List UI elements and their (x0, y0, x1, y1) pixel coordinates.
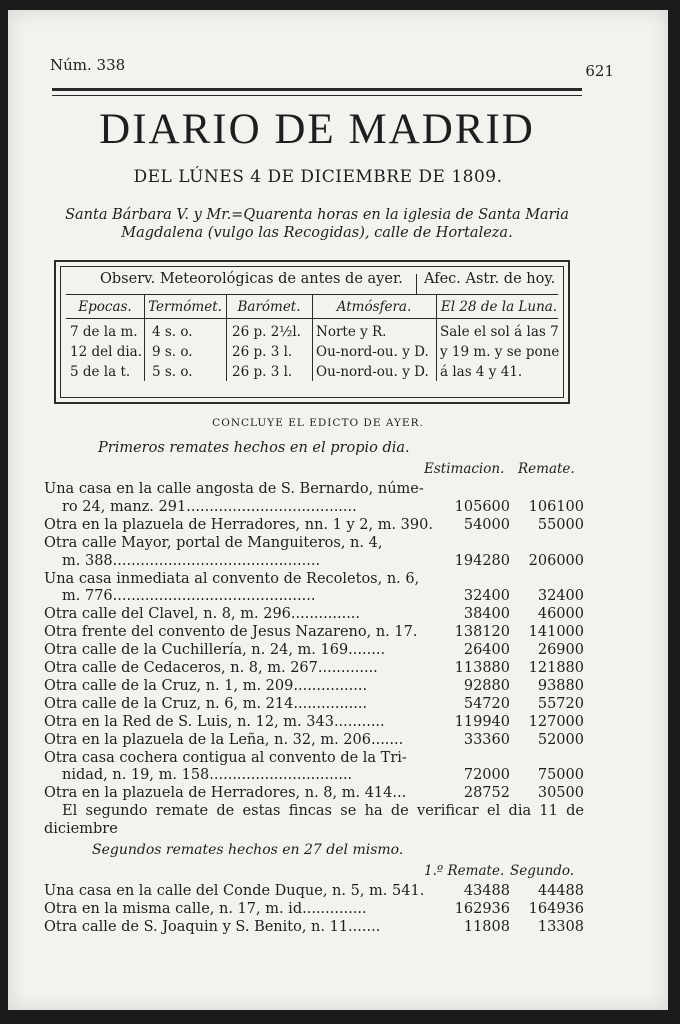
property-description: Una casa en la calle angosta de S. Bernardo, núme- (44, 481, 424, 497)
first-value: 54000 (463, 516, 510, 533)
second-value: 106100 (528, 498, 584, 515)
masthead-rule-thin (52, 95, 582, 96)
property-line (44, 641, 584, 659)
second-value: 93880 (537, 677, 584, 694)
property-line (44, 677, 584, 695)
first-value: 105600 (454, 498, 510, 515)
cell-epoca: 5 de la t. (70, 364, 131, 380)
property-description: nidad, n. 19, m. 158............................... (62, 767, 353, 784)
column-header-segundo: Segundo. (510, 863, 575, 879)
column-header-termometro: Termómet. (148, 299, 222, 315)
second-value: 32400 (537, 588, 584, 605)
property-line (44, 552, 584, 570)
column-header-atmosfera: Atmósfera. (336, 299, 412, 315)
cell-epoca: 7 de la m. (70, 324, 138, 340)
column-header-remate: Remate. (518, 461, 575, 477)
cell-atmosfera: Ou-nord-ou. y D. (316, 344, 429, 360)
property-description: Otra calle de la Cruz, n. 1, m. 209................ (44, 677, 368, 694)
first-value: 26400 (463, 642, 510, 659)
cell-astro: y 19 m. y se pone (440, 344, 560, 360)
second-value: 46000 (537, 606, 584, 623)
first-value: 43488 (463, 883, 510, 899)
second-value: 55000 (537, 516, 584, 533)
column-header-primer-remate: 1.º Remate. (424, 863, 505, 879)
first-value: 138120 (454, 624, 510, 641)
column-header-estimacion: Estimacion. (424, 461, 505, 477)
property-description: m. 388............................................. (62, 552, 321, 569)
property-description: Otra calle del Clavel, n. 8, m. 296............... (44, 606, 361, 623)
first-auction-heading: Primeros remates hechos en el propio dia. (98, 440, 410, 456)
masthead-title: DIARIO DE MADRID (99, 106, 535, 153)
property-description: Otra en la plazuela de Herradores, n. 8, m. 414... (44, 785, 407, 802)
second-value: 127000 (528, 713, 584, 730)
property-line (44, 695, 584, 713)
second-remate-note: El segundo remate de estas fincas se ha de verificar el dia 11 de diciembre (44, 803, 584, 837)
second-value: 44488 (537, 883, 584, 899)
cell-termometro: 9 s. o. (152, 344, 193, 360)
cell-termometro: 4 s. o. (152, 324, 193, 340)
property-line (44, 766, 584, 784)
first-value: 11808 (463, 919, 510, 935)
property-description: Otra en la plazuela de la Leña, n. 32, m. 206....... (44, 731, 404, 748)
second-value: 55720 (537, 695, 584, 712)
newspaper-page (8, 10, 668, 1010)
cell-barometro: 26 p. 3 l. (232, 364, 293, 380)
property-line (44, 498, 584, 516)
property-description: Otra casa cochera contigua al convento de la Tri- (44, 749, 407, 766)
issue-number: Núm. 338 (50, 56, 126, 74)
property-description: Una casa inmediata al convento de Recoletos, n. 6, (44, 570, 420, 587)
second-value: 30500 (537, 785, 584, 802)
second-value: 206000 (528, 552, 584, 569)
first-value: 54720 (463, 695, 510, 712)
second-value: 121880 (528, 660, 584, 676)
second-value: 13308 (537, 919, 584, 935)
property-line (44, 570, 584, 588)
masthead-rule-thick (52, 88, 582, 91)
property-line (44, 659, 584, 677)
first-value: 162936 (454, 901, 510, 917)
property-line (44, 731, 584, 749)
property-line (44, 480, 584, 498)
second-value: 26900 (537, 642, 584, 659)
property-description: ro 24, manz. 291..................................... (62, 498, 357, 515)
first-value: 194280 (454, 552, 510, 569)
title-divider (416, 274, 417, 294)
first-value: 92880 (463, 677, 510, 694)
cell-atmosfera: Ou-nord-ou. y D. (316, 364, 429, 380)
astronomy-title: Afec. Astr. de hoy. (424, 271, 556, 287)
second-value: 164936 (528, 901, 584, 917)
property-description: Otra en la misma calle, n. 17, m. id.............. (44, 901, 367, 917)
first-value: 119940 (454, 713, 510, 730)
property-description: m. 776............................................ (62, 588, 316, 605)
property-line (44, 623, 584, 641)
page-number: 621 (585, 62, 614, 80)
cell-epoca: 12 del dia. (70, 344, 143, 360)
property-description: Otra calle de la Cruz, n. 6, m. 214................ (44, 695, 368, 712)
cell-astro: Sale el sol á las 7 (440, 324, 559, 340)
first-value: 113880 (454, 660, 510, 676)
property-description: Una casa en la calle del Conde Duque, n. 5, m. 541. (44, 883, 425, 899)
cell-barometro: 26 p. 3 l. (232, 344, 293, 360)
weather-title: Observ. Meteorológicas de antes de ayer. (100, 271, 403, 287)
property-line (44, 784, 584, 802)
first-value: 38400 (463, 606, 510, 623)
property-line (44, 516, 584, 534)
property-description: Otra en la plazuela de Herradores, nn. 1 y 2, m. 390. (44, 516, 433, 533)
cell-atmosfera: Norte y R. (316, 324, 387, 340)
property-description: Otra frente del convento de Jesus Nazareno, n. 17. (44, 624, 418, 641)
second-value: 52000 (537, 731, 584, 748)
column-header-luna: El 28 de la Luna. (440, 299, 558, 315)
column-header-barometro: Barómet. (237, 299, 301, 315)
property-line (44, 534, 584, 552)
second-auction-heading: Segundos remates hechos en 27 del mismo. (92, 842, 404, 858)
property-line (44, 587, 584, 605)
property-line (44, 605, 584, 623)
property-description: Otra en la Red de S. Luis, n. 12, m. 343........... (44, 713, 385, 730)
first-value: 72000 (463, 767, 510, 784)
cell-astro: á las 4 y 41. (440, 364, 523, 380)
property-line (44, 749, 584, 767)
second-value: 75000 (537, 767, 584, 784)
property-line (44, 713, 584, 731)
cell-termometro: 5 s. o. (152, 364, 193, 380)
dateline: DEL LÚNES 4 DE DICIEMBRE DE 1809. (133, 167, 503, 187)
property-description: Otra calle de Cedaceros, n. 8, m. 267............. (44, 660, 378, 676)
property-line (44, 882, 584, 900)
first-value: 32400 (463, 588, 510, 605)
column-header-epocas: Epocas. (78, 299, 132, 315)
cell-barometro: 26 p. 2½l. (232, 324, 301, 340)
property-description: Otra calle de la Cuchillería, n. 24, m. 169........ (44, 642, 386, 659)
first-value: 28752 (463, 785, 510, 802)
second-value: 141000 (528, 624, 584, 641)
property-description: Otra calle Mayor, portal de Manguiteros, n. 4, (44, 534, 383, 551)
weather-table (54, 260, 570, 404)
saint-of-the-day: Santa Bárbara V. y Mr.=Quarenta horas en la iglesia de Santa Maria Magdalena (vulgo las Recogidas), calle de Hortaleza. (65, 207, 569, 241)
section-heading: CONCLUYE EL EDICTO DE AYER. (212, 417, 424, 429)
first-value: 33360 (463, 731, 510, 748)
property-line (44, 918, 584, 936)
property-line (44, 900, 584, 918)
property-description: Otra calle de S. Joaquin y S. Benito, n. 11....... (44, 919, 381, 935)
